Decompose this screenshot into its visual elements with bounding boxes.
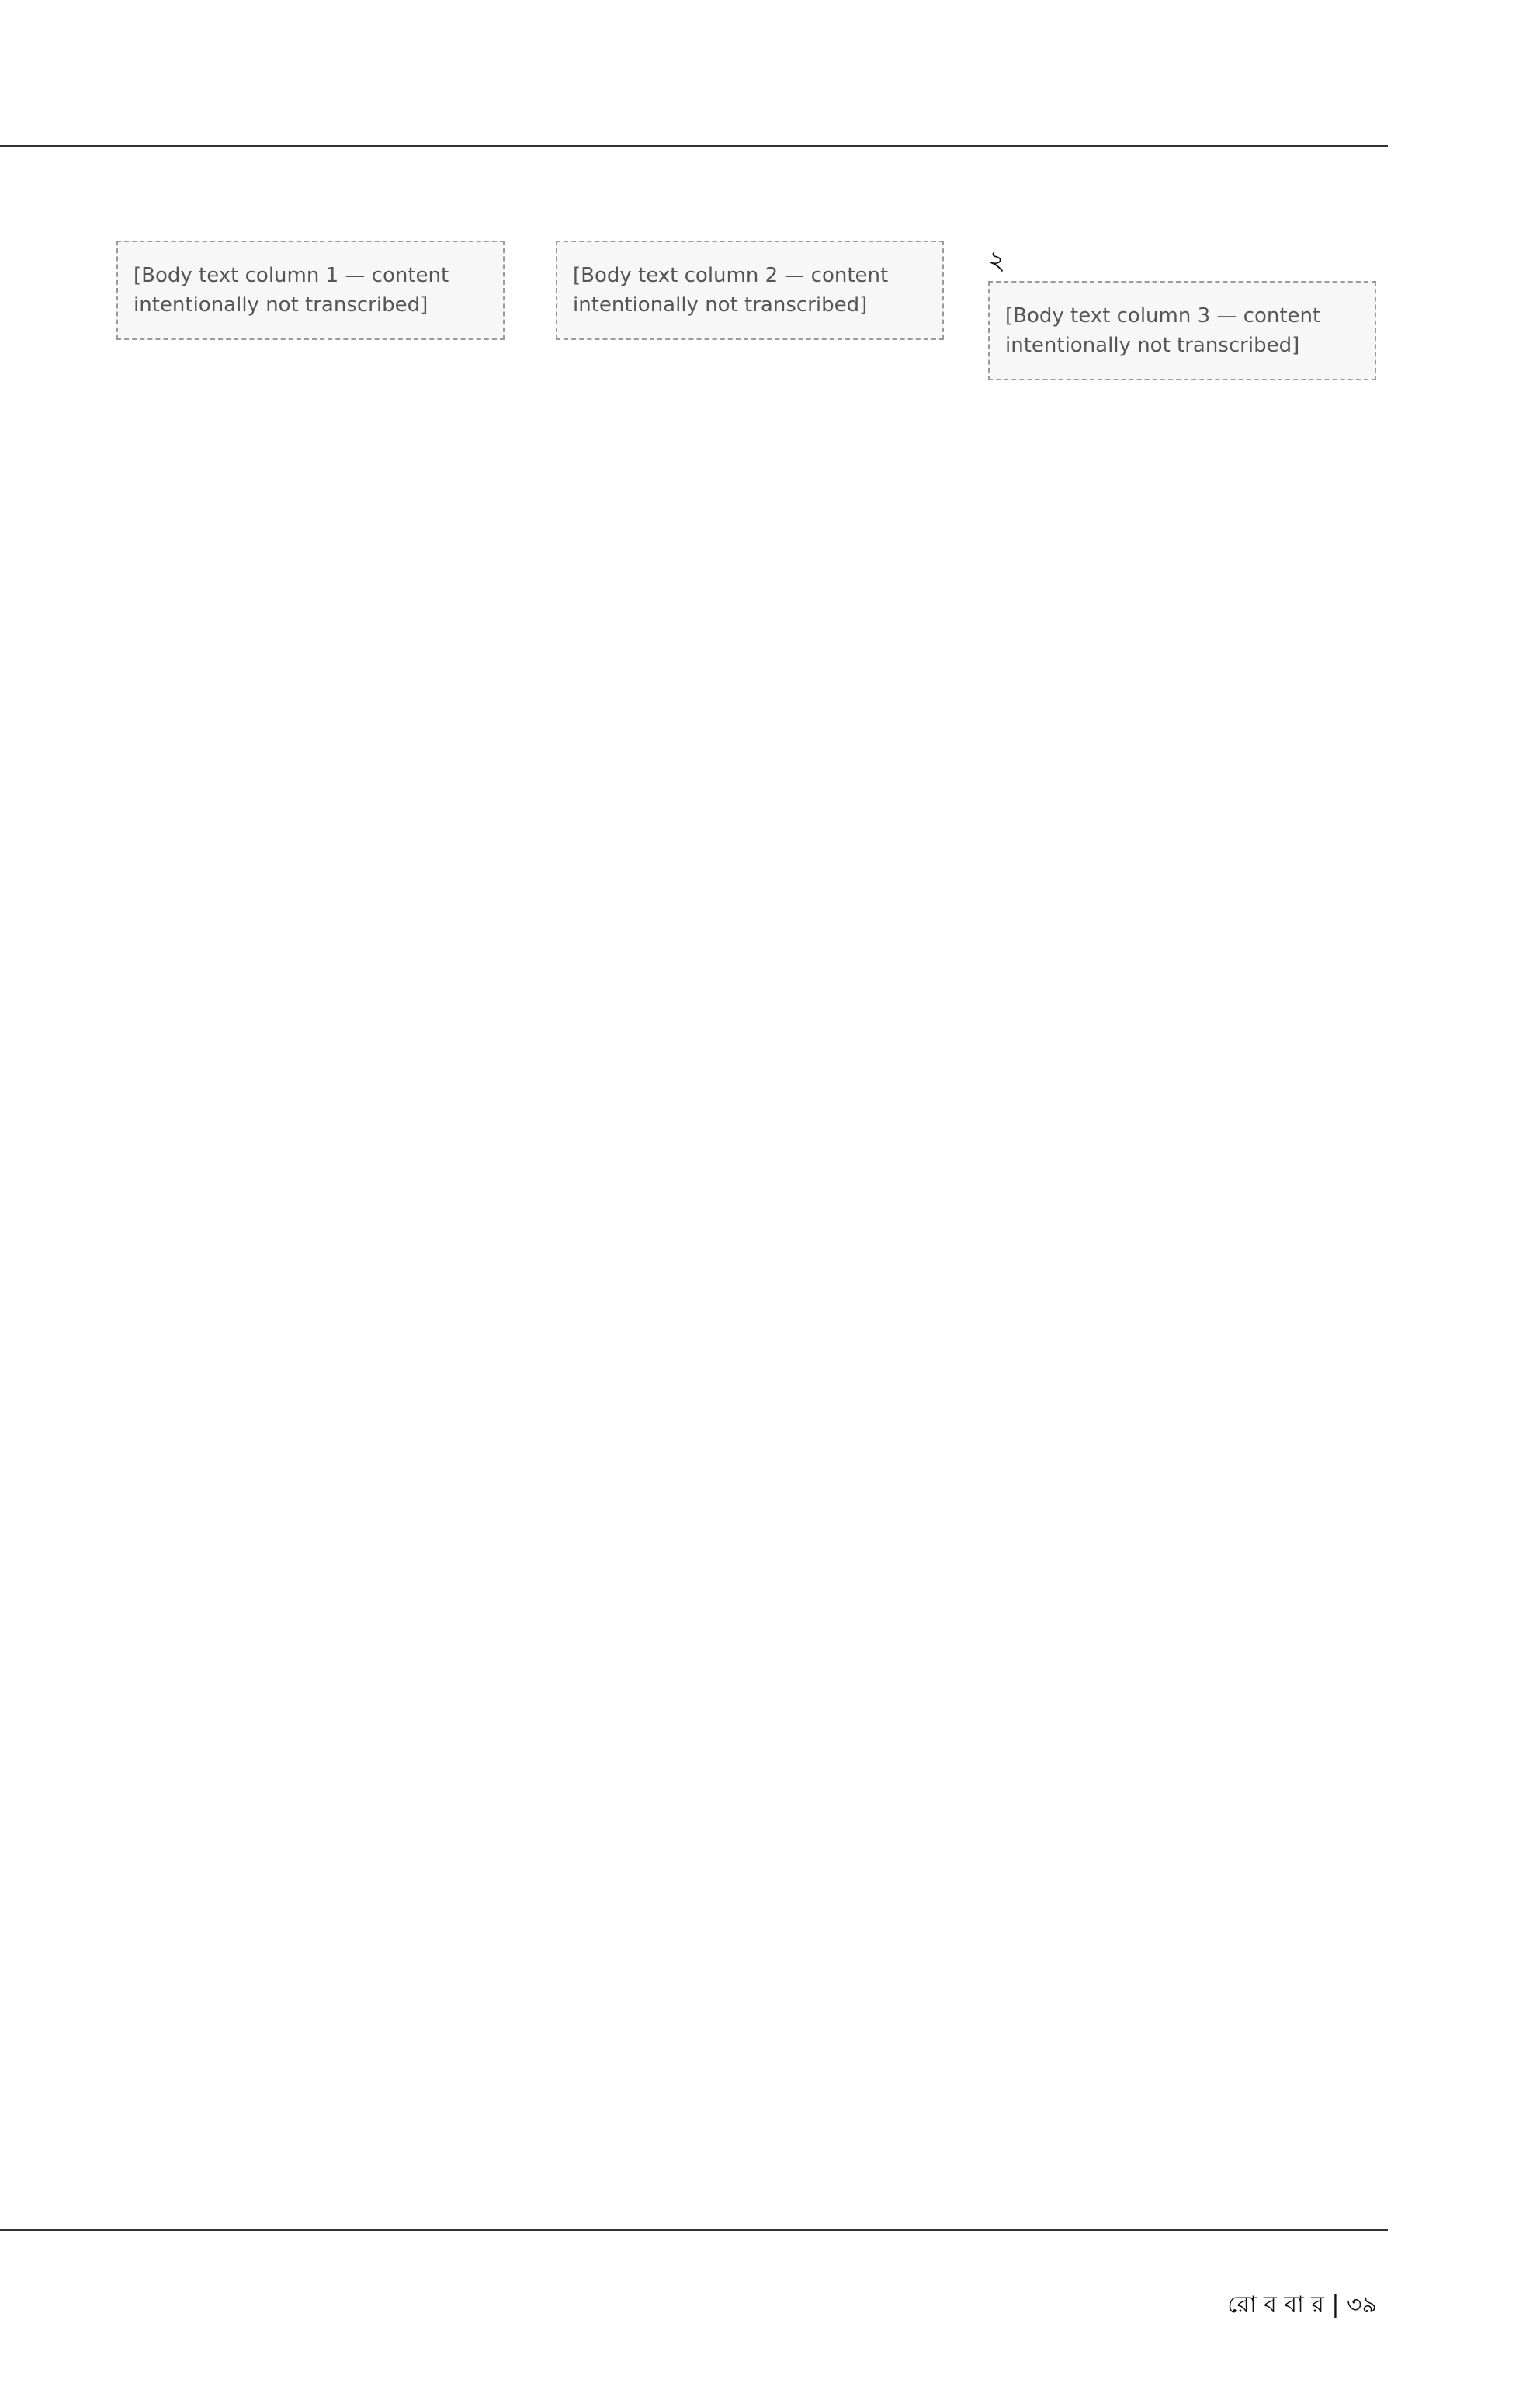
page-footer: রো ব বা র | ৩৯ [1227, 2291, 1377, 2318]
text-column-3 [988, 241, 1376, 2197]
column-2-placeholder: [Body text column 2 — content intentionally not transcribed] [556, 241, 944, 340]
section-number: ২ [988, 245, 1006, 276]
column-1-placeholder: [Body text column 1 — content intentionally not transcribed] [116, 241, 505, 340]
top-rule [0, 145, 1388, 147]
text-column-1 [116, 241, 505, 2197]
column-3-placeholder: [Body text column 3 — content intentionally not transcribed] [988, 281, 1376, 380]
text-column-2 [556, 241, 944, 2197]
bottom-rule [0, 2229, 1388, 2231]
